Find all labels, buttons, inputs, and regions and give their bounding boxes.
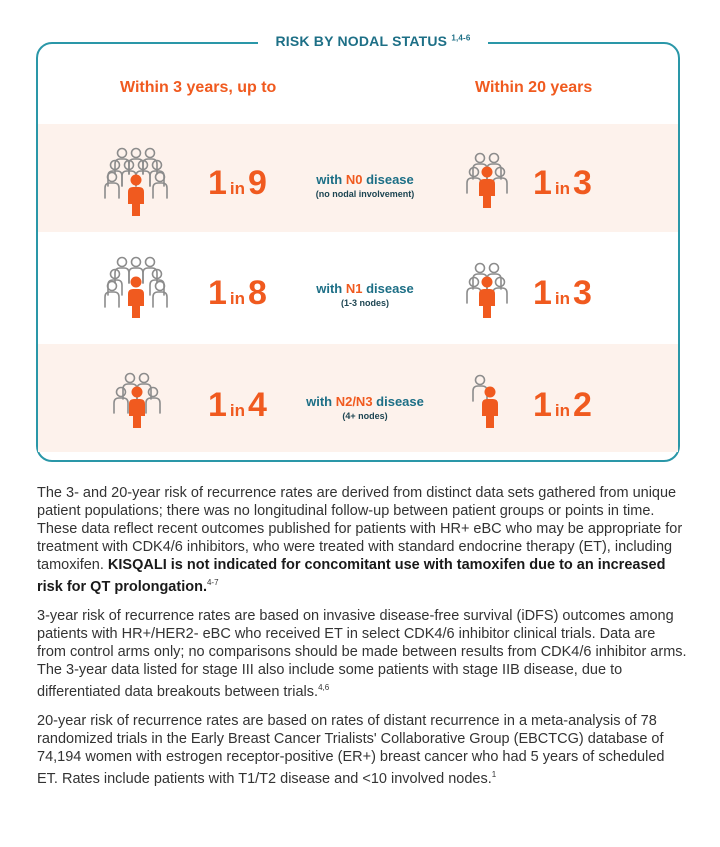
note-paragraph-3: 20-year risk of recurrence rates are based on rates of distant recurrence in a meta-analysis of 78 randomized trials in the Early Breast Cancer Trialists' Collaborative Group (EBCTCG) database of 74,194 women with estrogen receptor-positive (ER+) breast cancer who had 5 years of scheduled ET. Rates include patients with T1/T2 disease and <10 involved nodes.$^1$ [37, 712, 665, 787]
ratio-3yr-n2-n3: 1 in4 [208, 386, 267, 424]
note-paragraph-2: 3-year risk of recurrence rates are based on invasive disease-free survival (iDFS) outcomes among patients with HR+/HER2- eBC who received ET in select CDK4/6 inhibitor clinical trials. Data are from control arms only; no comparisons should be made between results from CDK4/6 inhibitor arms. The 3-year data listed for stage III also include some patients with stage IIB disease, due to differentiated data breakouts between trials.$^{4,6}$ [37, 607, 687, 700]
label-n0: with N0 disease (no nodal involvement) [315, 172, 415, 199]
label-n2-n3: with N2/N3 disease (4+ nodes) [306, 394, 424, 421]
column-header-3-years: Within 3 years, up to [120, 79, 277, 96]
crowd-of-4-icon [110, 370, 164, 432]
ratio-20yr-n2-n3: 1 in2 [533, 386, 592, 424]
ratio-20yr-n1: 1 in3 [533, 274, 592, 312]
ratio-3yr-n1: 1 in8 [208, 274, 267, 312]
label-n1: with N1 disease (1-3 nodes) [316, 281, 414, 308]
crowd-of-3-icon [464, 260, 510, 320]
note-paragraph-1: The 3- and 20-year risk of recurrence rates are derived from distinct data sets gathered from unique patient populations; there was no longitudinal follow-up between patient groups or points in time. These data reflect recent outcomes published for patients with HR+ eBC who may be appropriate for treatment with CDK4/6 inhibitors, who were treated with standard endocrine therapy (ET), including tamoxifen. KISQALI is not indicated for concomitant use with tamoxifen due to an increased risk for QT prolongation.$^{4-7}$ [37, 485, 683, 595]
crowd-of-3-icon [464, 150, 510, 210]
card-title: RISK BY NODAL STATUS $^{1,4-6}$ [258, 33, 488, 49]
crowd-of-8-icon [100, 252, 172, 330]
crowd-of-2-icon [468, 372, 508, 432]
ratio-3yr-n0: 1 in9 [208, 164, 267, 202]
crowd-of-9-icon [100, 143, 172, 221]
column-header-20-years: Within 20 years [475, 79, 593, 96]
ratio-20yr-n0: 1 in3 [533, 164, 592, 202]
footnotes [37, 484, 687, 798]
